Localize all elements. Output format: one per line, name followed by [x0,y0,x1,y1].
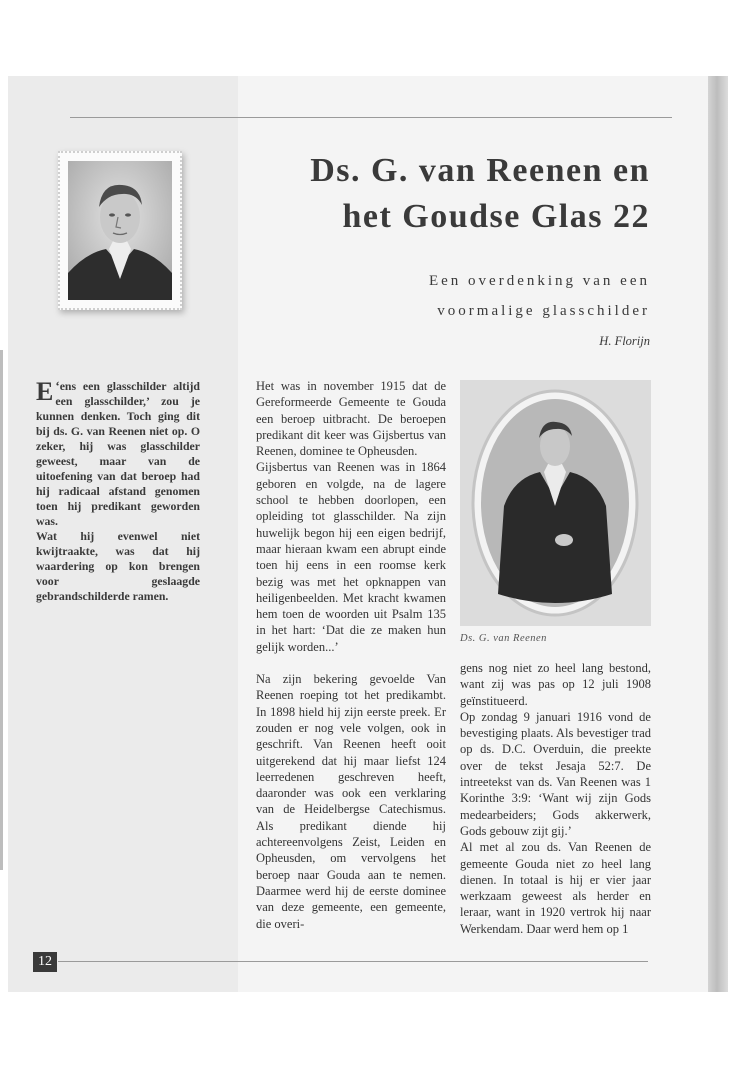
article-title-line2: het Goudse Glas 22 [342,198,650,235]
article-subtitle [230,266,650,326]
portrait-photo [68,161,172,300]
pull-quote-text: ens een glasschilder altijd een glasschilder,’ zou je kunnen denken. Toch ging dit bij ds. G. van Reenen niet op. O zeker, hij was glasschilder geweest, maar van de uitoefening van dat beroep had hij radicaal afstand genomen toen hij predikant geworden was. [36,379,200,528]
body-paragraph: Gijsbertus van Reenen was in 1864 geboren en volgde, na de lagere school te hebben doorlopen, een opleiding tot glasschilder. Na zijn huwelijk begon hij een eigen bedrijf, maar hieraan kwam een abrupt einde toen hij eens in een roomse kerk bezig was met het opknappen van heiligenbeelden. Met kracht kwamen hem toen de woorden uit Psalm 135 in het hart: ‘Dat die ze maken hun gelijk worden...’ [256,460,446,654]
reverend-photo [460,380,651,626]
article-title-line1: Ds. G. van Reenen en [310,152,650,189]
author-byline: H. Florijn [599,334,650,348]
pull-quote-drop-cap: E [36,377,54,406]
photo-caption: Ds. G. van Reenen [460,633,547,644]
pull-quote-text-2: Wat hij evenwel niet kwijtraakte, was dat hij waardering op kon brengen voor geslaagde gebrandschilderde ramen. [36,529,200,603]
page-fold-edge [708,76,728,992]
body-paragraph: gens nog niet zo heel lang bestond, want zij was pas op 12 juli 1908 geïnstitueerd. [460,661,651,708]
body-column-1 [256,378,446,932]
pull-quote-open-mark: ‘ [55,378,60,393]
body-paragraph: Al met al zou ds. Van Reenen de gemeente Gouda niet zo heel lang dienen. In totaal is hij er vier jaar werkzaam geweest als herder en leraar, want in 1920 vertrok hij naar Werkendam. Daar werd hem op 1 [460,840,651,936]
body-paragraph: Na zijn bekering gevoelde Van Reenen roeping tot het predikambt. In 1898 hield hij zijn eerste preek. Er zouden er nog vele volgen, ook in geschrift. Van Reenen heeft ooit uitgerekend dat hij maar liefst 124 leerredenen geschreven heeft, daaronder was ook een verklaring van de Heidelbergse Catechismus. Als predikant diende hij achtereenvolgens Zeist, Leiden en Opheusden, om vervolgens het beroep naar Gouda aan te nemen. Daarmee werd hij de eerste dominee van deze gemeente, een gemeente, die overi- [256,672,446,931]
portrait-photo-frame [58,151,182,310]
pull-quote [36,378,200,604]
bottom-rule [58,961,648,962]
article-title [180,148,650,240]
margin-bar [0,350,3,870]
body-column-2 [460,660,651,937]
body-paragraph: Op zondag 9 januari 1916 vond de bevestiging plaats. Als bevestiger trad op ds. D.C. Overduin, die preekte over de tekst Jesaja 52:7. De intreetekst van ds. Van Reenen was 1 Korinthe 3:9: ‘Want wij zijn Gods medearbeiders; Gods akkerwerk, Gods gebouw zijt gij.’ [460,709,651,838]
article-subtitle-line1: Een overdenking van een [428,273,650,289]
page-number: 12 [33,952,57,972]
body-paragraph: Het was in november 1915 dat de Gereformeerde Gemeente te Gouda een beroep uitbracht. De beroepen predikant dit keer was Gijsbertus van Reenen, dominee te Opheusden. [256,379,446,459]
article-subtitle-line2: voormalige glasschilder [437,303,650,319]
top-rule [70,117,672,118]
